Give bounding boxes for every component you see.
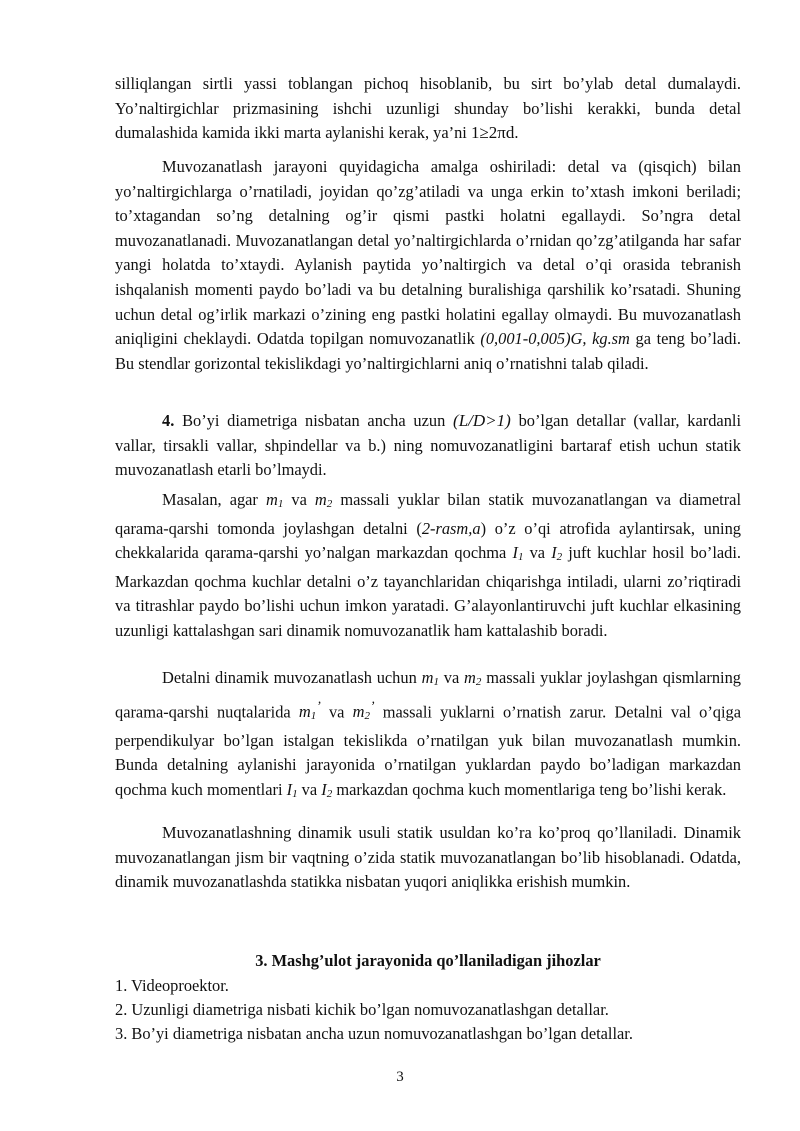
text-run: juft kuchlar hosil bo’ladi. Markazdan qochma kuchlar detalni o’z tayanchlaridan chiqarishga intiladi, ularni zo’riqtiradi va titrashlar paydo bo’lishi uchun imkon yaratadi. G’alayonlantiruvchi juft kuchlar elkasining uzunligi kattalashgan sari dinamik nomuvozanatlik ham kattalashib boradi. bbox=[115, 543, 742, 640]
force-i1 bbox=[287, 780, 298, 799]
mass-m1-prime bbox=[298, 698, 321, 723]
symbol: m bbox=[265, 490, 278, 509]
paragraph-end: . bbox=[514, 123, 519, 143]
subscript: 2 bbox=[364, 710, 370, 723]
symbol: m bbox=[298, 702, 311, 722]
paragraph-text: Muvozanatlashning dinamik usuli statik usuldan ko’ra ko’proq qo’llaniladi. Dinamik muvozanatlangan jism bir vaqtning o’zida statik muvozanatlangan bo’lib hisoblanadi. Odatda, dinamik muvozanatlashda statikka nisbatan yuqori aniqlikka erishish mumkin. bbox=[115, 823, 741, 892]
text-run: markazdan qochma kuch momentlariga teng bo’lishi kerak. bbox=[332, 779, 727, 799]
paragraph-1 bbox=[115, 72, 741, 146]
paragraph-6 bbox=[115, 821, 741, 895]
symbol: m bbox=[464, 668, 476, 687]
text-run: va bbox=[297, 779, 322, 799]
paragraph-text: bo’lgan detallar (vallar, kardanli vallar, tirsakli vallar, shpindellar va b.) ning nomuvozanatligini bartaraf etish uchun statik muvozanatlash etarli bo’lmaydi. bbox=[115, 411, 741, 480]
subscript: 1 bbox=[292, 787, 298, 800]
page-number: 3 bbox=[396, 1069, 404, 1085]
subscript: 1 bbox=[277, 498, 284, 510]
list-item: 3. Bo’yi diametriga nisbatan ancha uzun nomuvozanatlashgan bo’lgan detallar. bbox=[115, 1024, 633, 1043]
text-run: va bbox=[523, 543, 552, 563]
formula-length-diameter: (L/D>1) bbox=[453, 411, 511, 430]
tolerance-value: (0,001-0,005)G, kg.sm bbox=[480, 329, 630, 349]
list-item: 1. Videoproektor. bbox=[115, 976, 229, 995]
list-item: 2. Uzunligi diametriga nisbati kichik bo’lgan nomuvozanatlashgan detallar. bbox=[115, 1000, 609, 1019]
text-run: massali yuklarni o’rnatish zarur. Detalni val o’qiga perpendikulyar bo’lgan istalgan tekislikda o’rnatilgan yuk bilan muvozanatlash mumkin. Bunda detalning aylanishi jarayonida o’rnatilgan yuklardan paydo bo’ladigan markazdan qochma kuch momentlari bbox=[115, 702, 741, 799]
figure-reference: 2-rasm,a bbox=[421, 518, 481, 538]
paragraph-text: silliqlangan sirtli yassi toblangan pichoq hisoblanib, bu sirt bo’ylab detal dumalaydi. Yo’naltirgichlar prizmasining ishchi uzunligi shunday bo’lishi kerakki, bunda detal dumalashida kamida ikki marta aylanishi kerak, ya’ni bbox=[115, 74, 741, 143]
symbol: I bbox=[321, 779, 327, 799]
item-number: 4. bbox=[162, 411, 175, 430]
subscript: 1 bbox=[517, 551, 524, 564]
symbol: I bbox=[512, 543, 518, 563]
subscript: 1 bbox=[433, 676, 439, 688]
text-run: ) o’z o’qi atrofida aylantirsak, uning chekkalarida qarama-qarshi yo’nalgan markazdan qochma bbox=[115, 518, 741, 563]
subscript: 2 bbox=[326, 787, 333, 800]
subscript: 2 bbox=[475, 676, 482, 688]
force-i2 bbox=[551, 543, 562, 562]
text-run: Detalni dinamik muvozanatlash uchun bbox=[162, 668, 422, 687]
text-run: va bbox=[438, 668, 465, 687]
text-run: Masalan, agar bbox=[162, 490, 266, 509]
force-i2 bbox=[321, 780, 332, 799]
prime-mark: ’ bbox=[316, 698, 321, 714]
mass-m1 bbox=[422, 668, 439, 687]
subscript: 1 bbox=[310, 710, 317, 723]
paragraph-text-end: ga teng bo’ladi. Bu stendlar gorizontal tekislikdagi yo’naltirgichlarni aniq o’rnatishni talab qiladi. bbox=[115, 329, 741, 373]
paragraph-3 bbox=[115, 409, 741, 483]
symbol: I bbox=[551, 543, 557, 563]
subscript: 2 bbox=[556, 551, 563, 564]
paragraph-5 bbox=[115, 666, 741, 806]
text-run: massali yuklar joylashgan qismlarning qarama-qarshi nuqtalarida bbox=[115, 668, 741, 722]
mass-m2 bbox=[464, 668, 481, 687]
paragraph-text: Muvozanatlash jarayoni quyidagicha amalga oshiriladi: detal va (qisqich) bilan yo’naltirgichlarga o’rnatiladi, joyidan qo’zg’atiladi va unga erkin to’xtash imkoni beriladi; to’xtagandan so’ng detalning og’ir qismi pastki holatni egallaydi. So’ngra detal muvozanatlanadi. Muvozanatlangan detal yo’naltirgichlarda o’rnidan qo’zg’atilganda har safar yangi holatda to’xtaydi. Aylanish paytida yo’naltirgich va detal o’qi orasida tebranish ishqalanish momenti paydo bo’ladi va bu detalning buralishiga qarshilik ko’rsatadi. Shuning uchun detal og’irlik markazi o’zining eng pastki holatini egallay olmaydi. Bu muvozanatlash aniqligini cheklaydi. Odatda topilgan nomuvozanatlik bbox=[115, 157, 741, 349]
section-heading: 3. Mashg’ulot jarayonida qo’llaniladigan jihozlar bbox=[255, 951, 601, 970]
formula-length-condition: 1≥2πd bbox=[470, 123, 515, 143]
mass-m1 bbox=[266, 490, 283, 509]
paragraph-text: Bo’yi diametriga nisbatan ancha uzun bbox=[182, 411, 446, 430]
mass-m2-prime bbox=[352, 698, 375, 723]
symbol: m bbox=[352, 702, 365, 722]
symbol: m bbox=[314, 490, 327, 509]
paragraph-4 bbox=[115, 488, 741, 644]
mass-m2 bbox=[315, 490, 332, 509]
paragraph-2 bbox=[115, 155, 741, 376]
subscript: 2 bbox=[326, 498, 333, 510]
text-run: massali yuklar bilan statik muvozanatlangan va diametral qarama-qarshi tomonda joylashgan detalni ( bbox=[115, 490, 741, 538]
text-run: va bbox=[283, 490, 315, 509]
symbol: I bbox=[286, 779, 293, 799]
prime-mark: ’ bbox=[370, 698, 375, 714]
force-i1 bbox=[512, 543, 523, 562]
symbol: m bbox=[421, 668, 434, 687]
text-run: va bbox=[320, 702, 353, 722]
